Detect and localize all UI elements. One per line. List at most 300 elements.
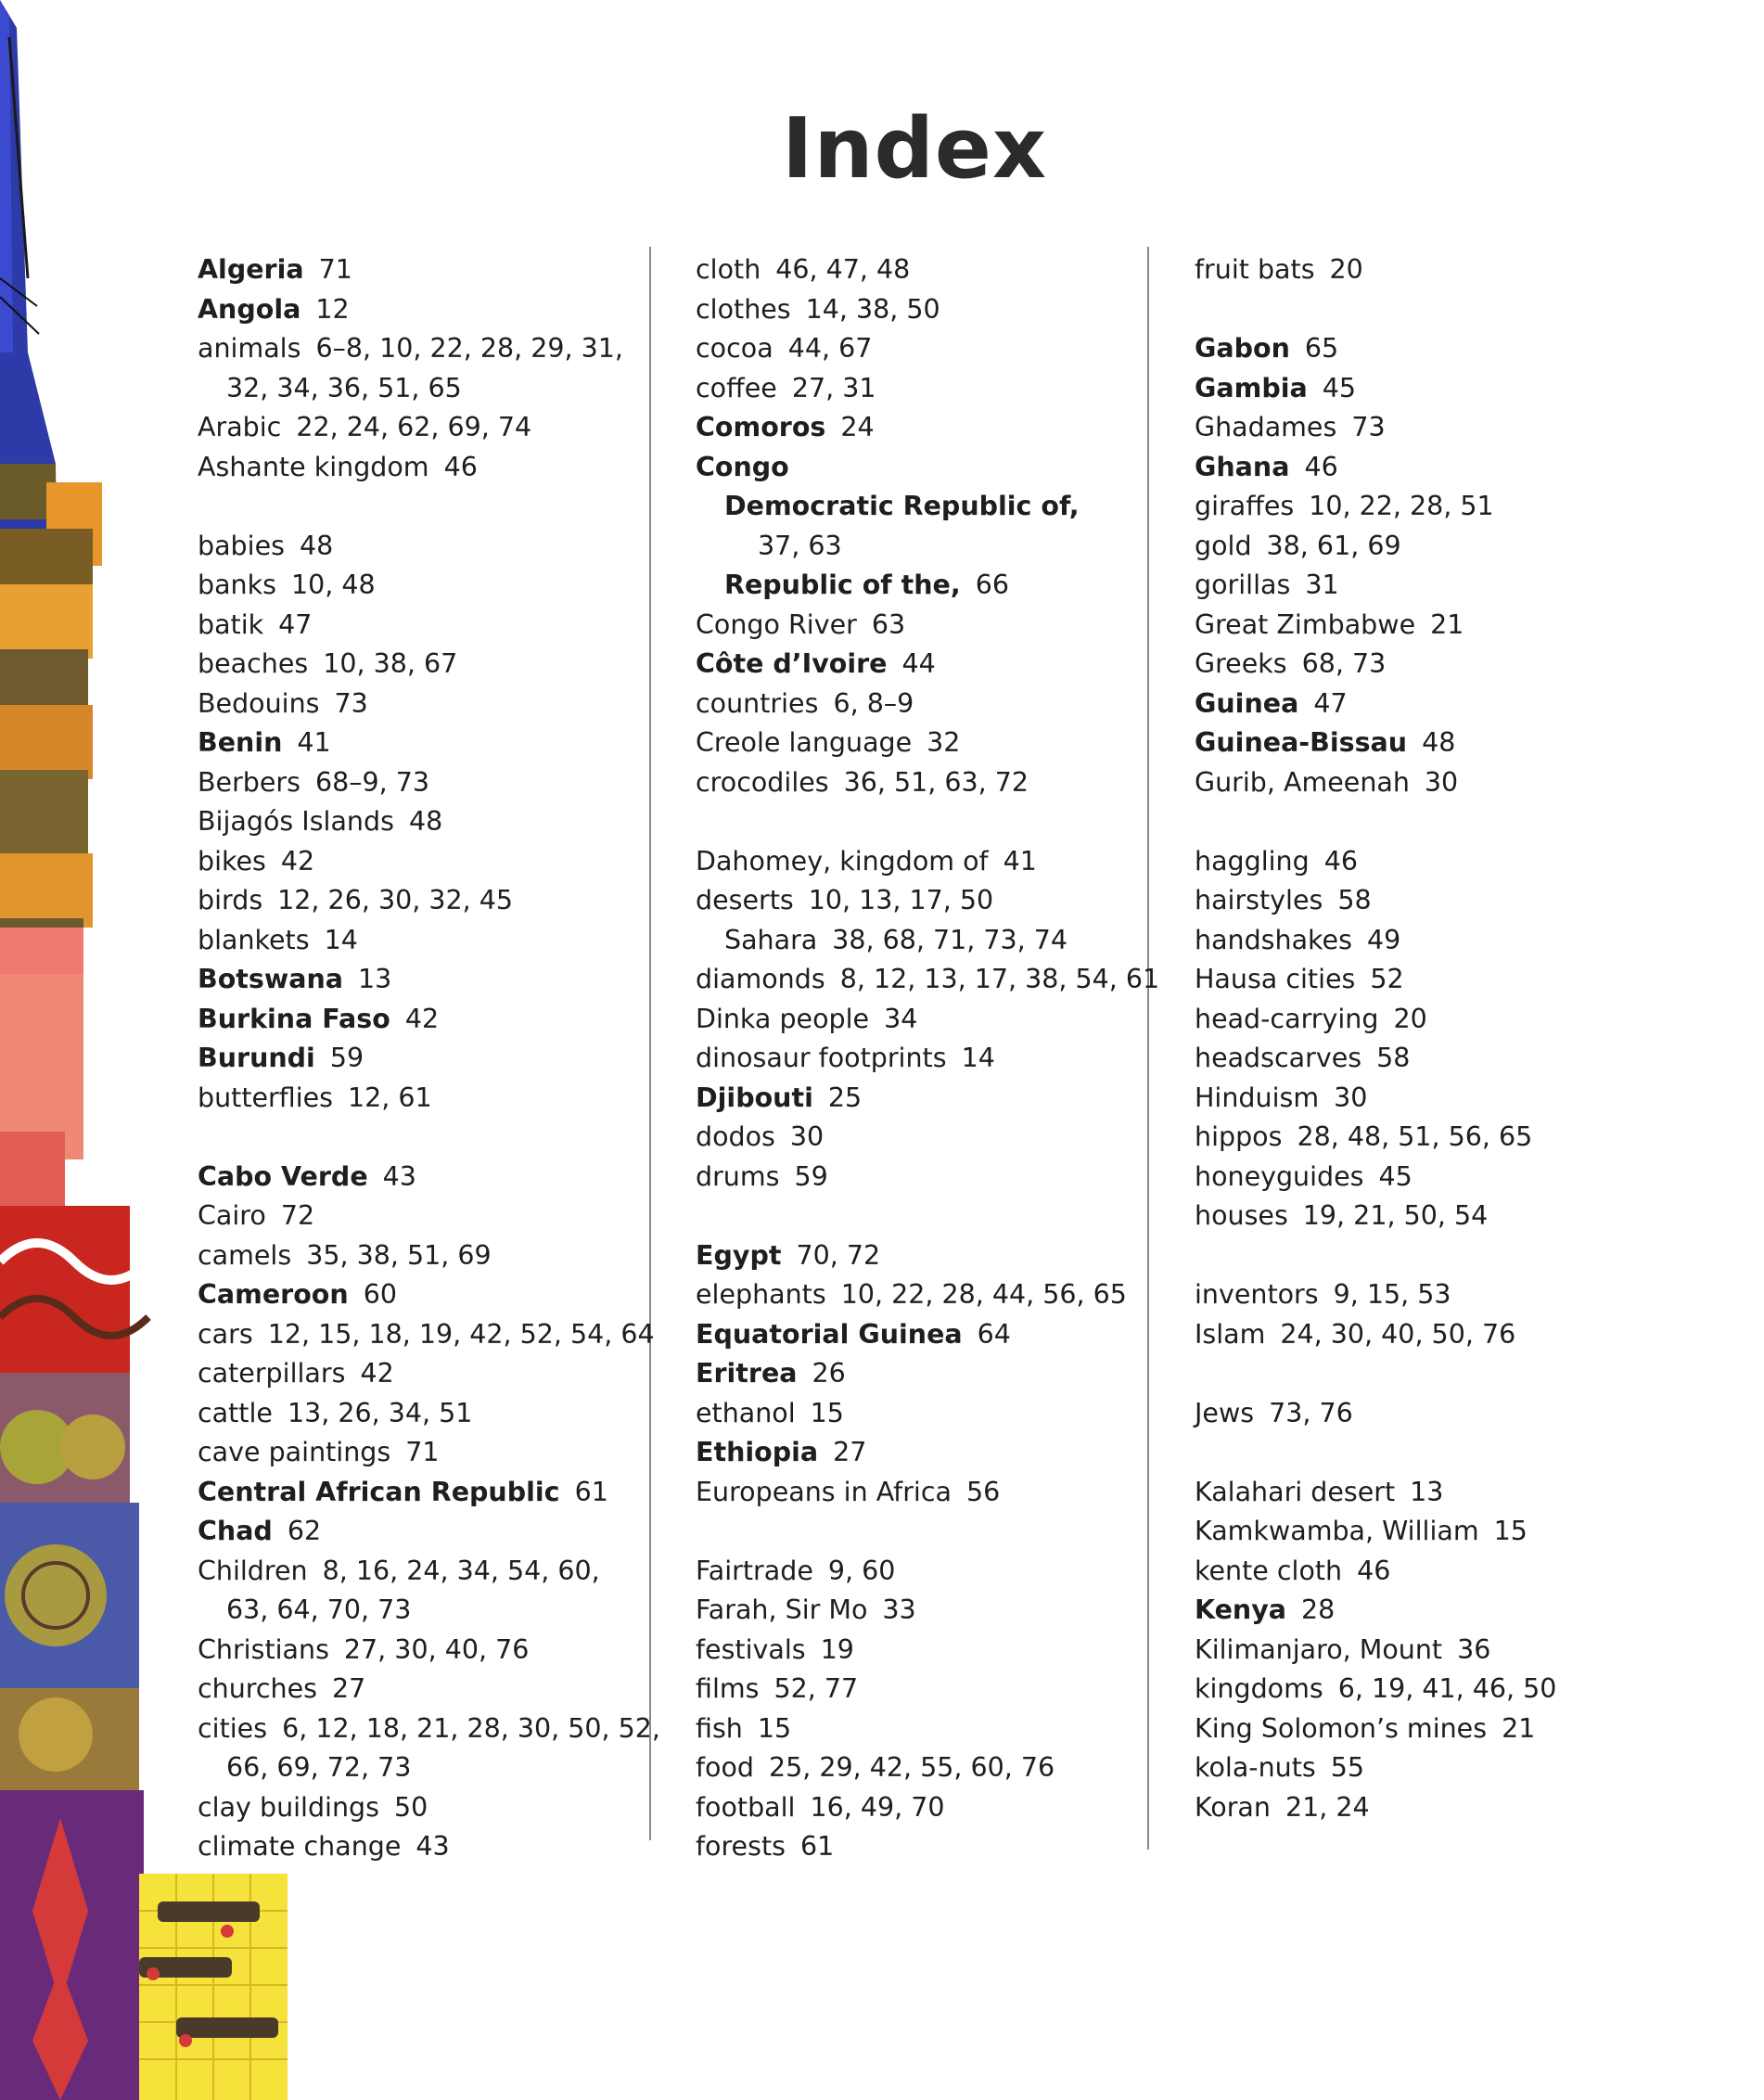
index-term: Dahomey, kingdom of: [696, 845, 989, 877]
index-term: Botswana: [198, 964, 343, 994]
index-term: banks: [198, 570, 276, 600]
index-page-numbers: 52, 77: [773, 1673, 859, 1704]
index-entry: [198, 566, 643, 606]
index-page-numbers: 71: [318, 254, 352, 285]
index-page-numbers: 41: [297, 727, 331, 758]
index-term: cocoa: [696, 333, 773, 364]
index-term: bikes: [198, 845, 266, 877]
index-entry: [1195, 685, 1621, 724]
index-entry: [198, 1158, 643, 1197]
index-entry: [696, 1788, 1150, 1828]
index-entry: [696, 685, 1150, 724]
index-page-numbers: 73: [1351, 412, 1386, 442]
index-page-numbers: 42: [404, 1003, 440, 1034]
index-page-numbers: 24, 30, 40, 50, 76: [1280, 1318, 1516, 1350]
index-entry: [198, 369, 643, 409]
index-spacer: [1195, 1354, 1621, 1394]
index-entry: [1195, 566, 1621, 606]
index-entry: [1195, 1394, 1621, 1434]
index-page-numbers: 70, 72: [796, 1239, 881, 1271]
index-page-numbers: 28, 48, 51, 56, 65: [1297, 1121, 1533, 1152]
index-term: Koran: [1195, 1791, 1271, 1823]
index-entry: [198, 1552, 643, 1592]
index-entry: [1195, 645, 1621, 685]
index-spacer: [696, 1512, 1150, 1552]
index-page-numbers: 58: [1337, 885, 1372, 916]
index-entry: [198, 408, 643, 448]
index-page-numbers: 56: [965, 1476, 1001, 1507]
index-term: Creole language: [696, 727, 913, 758]
index-entry: [1195, 527, 1621, 567]
index-entry: [1195, 1039, 1621, 1079]
index-page-numbers: 10, 13, 17, 50: [808, 885, 994, 916]
index-page-numbers: 66, 69, 72, 73: [226, 1752, 412, 1783]
index-term: camels: [198, 1239, 292, 1271]
index-page-numbers: 13: [357, 964, 392, 994]
index-page-numbers: 47: [278, 608, 313, 640]
index-term: churches: [198, 1673, 318, 1704]
index-term: Côte d’Ivoire: [696, 648, 888, 679]
index-term: Bijagós Islands: [198, 806, 394, 837]
index-entry: [1195, 960, 1621, 1000]
index-page-numbers: 49: [1366, 924, 1401, 955]
index-entry: [696, 1433, 1150, 1473]
index-page-numbers: 21, 24: [1285, 1791, 1370, 1823]
index-entry: [1195, 408, 1621, 448]
index-entry: [198, 1000, 643, 1040]
index-spacer: [696, 802, 1150, 842]
index-term: kola-nuts: [1195, 1752, 1316, 1783]
index-term: Arabic: [198, 412, 282, 442]
index-term: crocodiles: [696, 766, 829, 798]
index-entry: [198, 290, 643, 330]
index-page-numbers: 48: [1422, 727, 1456, 758]
index-entry: [1195, 921, 1621, 961]
index-page-numbers: 27: [332, 1673, 366, 1704]
index-term: Cabo Verde: [198, 1160, 368, 1192]
index-page-numbers: 32, 34, 36, 51, 65: [226, 372, 462, 403]
index-entry: [198, 1433, 643, 1473]
index-entry: [198, 685, 643, 724]
index-term: forests: [696, 1831, 786, 1862]
index-page-numbers: 8, 12, 13, 17, 38, 54, 61: [839, 964, 1160, 994]
index-term: Comoros: [696, 412, 826, 442]
index-term: Kilimanjaro, Mount: [1195, 1633, 1443, 1665]
index-term: Congo: [696, 451, 789, 482]
index-page-numbers: 73, 76: [1269, 1397, 1353, 1428]
index-page-numbers: 30: [1424, 766, 1459, 798]
index-term: coffee: [696, 372, 777, 403]
index-term: beaches: [198, 648, 309, 679]
index-page-numbers: 50: [393, 1791, 428, 1823]
index-entry: [198, 921, 643, 961]
index-entry: [1195, 1670, 1621, 1709]
index-page-numbers: 66: [975, 570, 1009, 600]
index-entry: [1195, 763, 1621, 803]
index-entry: [198, 1512, 643, 1552]
index-term: Ethiopia: [696, 1437, 819, 1467]
index-page-numbers: 6, 12, 18, 21, 28, 30, 50, 52,: [282, 1712, 660, 1744]
index-page-numbers: 25: [827, 1082, 863, 1113]
index-page-numbers: 6, 8–9: [833, 687, 914, 719]
index-page-numbers: 25, 29, 42, 55, 60, 76: [769, 1752, 1055, 1783]
index-term: Democratic Republic of,: [724, 491, 1080, 521]
index-term: Republic of the,: [724, 570, 961, 600]
index-page-numbers: 41: [1003, 845, 1037, 877]
index-page-numbers: 27, 31: [791, 372, 876, 403]
index-page-numbers: 62: [287, 1516, 322, 1546]
index-term: Kenya: [1195, 1594, 1287, 1625]
index-entry: [696, 1591, 1150, 1631]
index-page-numbers: 27, 30, 40, 76: [343, 1633, 530, 1665]
index-entry: [1195, 606, 1621, 646]
index-entry: [1195, 1709, 1621, 1749]
index-entry: [198, 842, 643, 882]
index-term: King Solomon’s mines: [1195, 1712, 1488, 1744]
index-term: Equatorial Guinea: [696, 1318, 963, 1350]
index-page-numbers: 15: [1493, 1516, 1528, 1546]
index-term: inventors: [1195, 1279, 1319, 1310]
index-term: animals: [198, 333, 301, 364]
index-term: honeyguides: [1195, 1160, 1364, 1192]
index-term: festivals: [696, 1633, 806, 1665]
index-entry: [198, 960, 643, 1000]
index-entry: [696, 290, 1150, 330]
index-term: Ghana: [1195, 451, 1290, 482]
index-entry: [1195, 1197, 1621, 1236]
index-spacer: [696, 1197, 1150, 1236]
index-term: Europeans in Africa: [696, 1476, 952, 1507]
index-term: Algeria: [198, 254, 304, 285]
index-entry: [696, 1039, 1150, 1079]
index-entry: [1195, 1473, 1621, 1513]
index-entry: [1195, 1000, 1621, 1040]
index-entry: [198, 1748, 643, 1788]
index-term: Hinduism: [1195, 1082, 1320, 1113]
index-term: clothes: [696, 293, 791, 325]
index-page-numbers: 34: [884, 1003, 918, 1034]
index-entry: [198, 329, 643, 369]
index-term: birds: [198, 885, 263, 916]
index-entry: [198, 1591, 643, 1631]
index-term: batik: [198, 608, 264, 640]
index-entry: [198, 1473, 643, 1513]
index-page-numbers: 52: [1370, 964, 1404, 994]
index-entry: [198, 1788, 643, 1828]
index-page-numbers: 16, 49, 70: [810, 1791, 945, 1823]
index-entry: [696, 606, 1150, 646]
index-term: gold: [1195, 530, 1252, 561]
index-page-numbers: 6–8, 10, 22, 28, 29, 31,: [315, 333, 623, 364]
index-spacer: [198, 487, 643, 527]
index-spacer: [1195, 290, 1621, 330]
index-term: Hausa cities: [1195, 964, 1356, 994]
index-term: clay buildings: [198, 1791, 379, 1823]
index-term: Berbers: [198, 766, 300, 798]
index-term: dinosaur footprints: [696, 1043, 947, 1073]
index-term: Central African Republic: [198, 1476, 560, 1507]
index-entry: [1195, 369, 1621, 409]
index-page-numbers: 21: [1502, 1712, 1536, 1744]
index-term: football: [696, 1791, 796, 1823]
index-entry: [198, 1394, 643, 1434]
index-page-numbers: 14: [324, 924, 358, 955]
index-entry: [696, 527, 1150, 567]
index-term: food: [696, 1752, 754, 1783]
index-page-numbers: 35, 38, 51, 69: [306, 1239, 492, 1271]
index-page-numbers: 44: [901, 648, 936, 679]
index-term: Gambia: [1195, 372, 1308, 403]
index-term: Cairo: [198, 1200, 266, 1231]
index-page-numbers: 72: [280, 1200, 315, 1231]
index-page-numbers: 46: [443, 451, 478, 482]
index-term: Angola: [198, 293, 301, 325]
index-page-numbers: 9, 60: [827, 1555, 896, 1586]
index-term: diamonds: [696, 964, 825, 994]
index-entry: [696, 723, 1150, 763]
index-spacer: [1195, 1433, 1621, 1473]
index-page-numbers: 24: [840, 412, 875, 442]
index-page-numbers: 60: [363, 1279, 397, 1310]
index-term: Djibouti: [696, 1082, 813, 1113]
index-page-numbers: 61: [799, 1831, 835, 1862]
index-term: Cameroon: [198, 1279, 349, 1310]
index-entry: [696, 408, 1150, 448]
index-term: kente cloth: [1195, 1555, 1343, 1586]
index-page-numbers: 10, 48: [290, 570, 376, 600]
index-term: Sahara: [724, 924, 818, 955]
index-page-numbers: 55: [1330, 1752, 1365, 1783]
index-entry: [696, 1000, 1150, 1040]
index-term: blankets: [198, 924, 310, 955]
index-term: climate change: [198, 1831, 402, 1862]
index-entry: [696, 763, 1150, 803]
index-term: Egypt: [696, 1239, 782, 1271]
index-page-numbers: 43: [382, 1160, 416, 1192]
index-term: Dinka people: [696, 1003, 870, 1034]
index-entry: [198, 448, 643, 488]
index-page-numbers: 8, 16, 24, 34, 54, 60,: [322, 1555, 600, 1586]
index-page-numbers: 48: [299, 530, 334, 561]
index-term: Bedouins: [198, 687, 320, 719]
index-entry: [696, 1394, 1150, 1434]
index-term: ethanol: [696, 1397, 796, 1428]
index-entry: [198, 1670, 643, 1709]
index-entry: [696, 1748, 1150, 1788]
index-term: Kamkwamba, William: [1195, 1516, 1479, 1546]
index-term: Greeks: [1195, 648, 1287, 679]
index-term: Ghadames: [1195, 412, 1337, 442]
index-page-numbers: 15: [757, 1712, 792, 1744]
index-entry: [198, 723, 643, 763]
index-term: cattle: [198, 1397, 273, 1428]
page-title: Index: [781, 100, 1048, 198]
index-entry: [1195, 1512, 1621, 1552]
index-term: drums: [696, 1160, 780, 1192]
index-page-numbers: 12: [315, 293, 350, 325]
index-term: Ashante kingdom: [198, 451, 429, 482]
index-entry: [1195, 1315, 1621, 1355]
index-term: caterpillars: [198, 1358, 346, 1389]
index-page-numbers: 68–9, 73: [315, 766, 430, 798]
index-column-2: [696, 250, 1160, 1867]
index-entry: [1195, 1748, 1621, 1788]
index-term: houses: [1195, 1200, 1288, 1231]
index-term: Eritrea: [696, 1358, 798, 1389]
index-page-numbers: 21: [1430, 608, 1464, 640]
index-page-numbers: 10, 22, 28, 51: [1309, 491, 1494, 521]
index-page-numbers: 59: [329, 1043, 364, 1073]
index-entry: [198, 1315, 655, 1355]
index-page-numbers: 46: [1357, 1555, 1391, 1586]
index-page-numbers: 46: [1323, 845, 1358, 877]
index-page-numbers: 32: [927, 727, 961, 758]
index-page-numbers: 36, 51, 63, 72: [843, 766, 1029, 798]
index-entry: [696, 1118, 1150, 1158]
index-entry: [696, 645, 1150, 685]
index-page-numbers: 63, 64, 70, 73: [226, 1594, 412, 1625]
index-term: Christians: [198, 1633, 329, 1665]
index-page-numbers: 20: [1329, 254, 1363, 285]
index-term: hippos: [1195, 1121, 1283, 1152]
index-term: countries: [696, 687, 819, 719]
index-entry: [1195, 1631, 1621, 1671]
index-page-numbers: 26: [812, 1358, 846, 1389]
index-entry: [1195, 487, 1621, 527]
index-page-numbers: 71: [405, 1437, 440, 1467]
index-entry: [198, 1275, 643, 1315]
index-term: Burundi: [198, 1043, 315, 1073]
index-page-numbers: 9, 15, 53: [1333, 1279, 1451, 1310]
index-page-numbers: 44, 67: [787, 333, 873, 364]
index-page-numbers: 68, 73: [1301, 648, 1387, 679]
index-entry: [198, 1236, 643, 1276]
index-entry: [696, 250, 1150, 290]
index-entry: [198, 1631, 643, 1671]
index-page-numbers: 45: [1322, 372, 1356, 403]
index-entry: [696, 842, 1150, 882]
index-term: kingdoms: [1195, 1673, 1323, 1704]
index-page-numbers: 58: [1376, 1043, 1411, 1073]
index-page-numbers: 30: [1334, 1082, 1368, 1113]
index-page-numbers: 37, 63: [758, 530, 842, 561]
index-term: Farah, Sir Mo: [696, 1594, 868, 1625]
index-entry: [696, 1552, 1150, 1592]
index-page-numbers: 14: [961, 1043, 995, 1073]
index-entry: [1195, 842, 1621, 882]
index-page-numbers: 38, 61, 69: [1266, 530, 1401, 561]
index-page-numbers: 46, 47, 48: [775, 254, 911, 285]
index-term: Congo River: [696, 608, 857, 640]
index-entry: [1195, 250, 1621, 290]
index-page-numbers: 10, 38, 67: [323, 648, 458, 679]
index-page-numbers: 22, 24, 62, 69, 74: [296, 412, 532, 442]
index-term: hairstyles: [1195, 885, 1323, 916]
index-page-numbers: 61: [574, 1476, 608, 1507]
index-entry: [696, 1079, 1150, 1119]
index-page-numbers: 19, 21, 50, 54: [1302, 1200, 1489, 1231]
index-entry: [198, 1079, 643, 1119]
index-page-numbers: 12, 26, 30, 32, 45: [277, 885, 513, 916]
index-entry: [696, 487, 1150, 527]
index-page-numbers: 65: [1304, 333, 1339, 364]
index-column-3: [1195, 250, 1621, 1827]
index-term: babies: [198, 530, 285, 561]
index-term: Gurib, Ameenah: [1195, 766, 1410, 798]
index-page-numbers: 28: [1301, 1594, 1336, 1625]
index-page-numbers: 47: [1313, 687, 1348, 719]
index-term: cities: [198, 1712, 268, 1744]
index-page-numbers: 42: [280, 845, 315, 877]
index-term: fruit bats: [1195, 254, 1315, 285]
index-page-numbers: 33: [882, 1594, 916, 1625]
index-entry: [696, 1354, 1150, 1394]
index-term: Children: [198, 1555, 308, 1586]
index-term: Islam: [1195, 1318, 1266, 1350]
index-spacer: [1195, 1236, 1621, 1276]
index-term: cloth: [696, 254, 761, 285]
index-page-numbers: 19: [820, 1633, 854, 1665]
index-page-numbers: 27: [833, 1437, 867, 1467]
index-entry: [1195, 723, 1621, 763]
index-entry: [198, 1039, 643, 1079]
index-entry: [696, 1827, 1150, 1867]
index-term: Jews: [1195, 1397, 1255, 1428]
index-page-numbers: 13, 26, 34, 51: [287, 1397, 473, 1428]
index-entry: [696, 1236, 1150, 1276]
index-page-numbers: 31: [1305, 570, 1339, 600]
index-entry: [696, 1315, 1150, 1355]
index-page-numbers: 15: [810, 1397, 844, 1428]
index-page-numbers: 13: [1410, 1476, 1444, 1507]
index-entry: [1195, 1275, 1621, 1315]
index-entry: [198, 763, 643, 803]
index-entry: [696, 369, 1150, 409]
index-entry: [198, 881, 643, 921]
index-page-numbers: 30: [789, 1121, 824, 1152]
index-page-numbers: 45: [1378, 1160, 1412, 1192]
index-entry: [1195, 1079, 1621, 1119]
index-term: haggling: [1195, 845, 1310, 877]
index-entry: [198, 802, 643, 842]
index-term: fish: [696, 1712, 743, 1744]
index-entry: [1195, 881, 1621, 921]
index-page-numbers: 20: [1393, 1003, 1427, 1034]
index-entry: [1195, 1552, 1621, 1592]
index-entry: [1195, 1118, 1621, 1158]
index-entry: [1195, 448, 1621, 488]
index-term: headscarves: [1195, 1043, 1362, 1073]
index-page-numbers: 42: [360, 1358, 394, 1389]
index-term: cave paintings: [198, 1437, 391, 1467]
index-page-numbers: 59: [794, 1160, 828, 1192]
index-term: Kalahari desert: [1195, 1476, 1396, 1507]
index-entry: [696, 448, 1150, 488]
index-entry: [696, 566, 1150, 606]
column-divider: [649, 247, 651, 1840]
index-page-numbers: 73: [334, 687, 368, 719]
index-term: Fairtrade: [696, 1555, 813, 1586]
index-page-numbers: 38, 68, 71, 73, 74: [832, 924, 1068, 955]
index-entry: [198, 1827, 643, 1867]
index-entry: [696, 1275, 1150, 1315]
index-page-numbers: 43: [415, 1831, 450, 1862]
index-term: handshakes: [1195, 924, 1352, 955]
index-column-1: [198, 250, 660, 1867]
index-entry: [696, 1670, 1150, 1709]
index-term: deserts: [696, 885, 794, 916]
index-term: butterflies: [198, 1082, 334, 1113]
